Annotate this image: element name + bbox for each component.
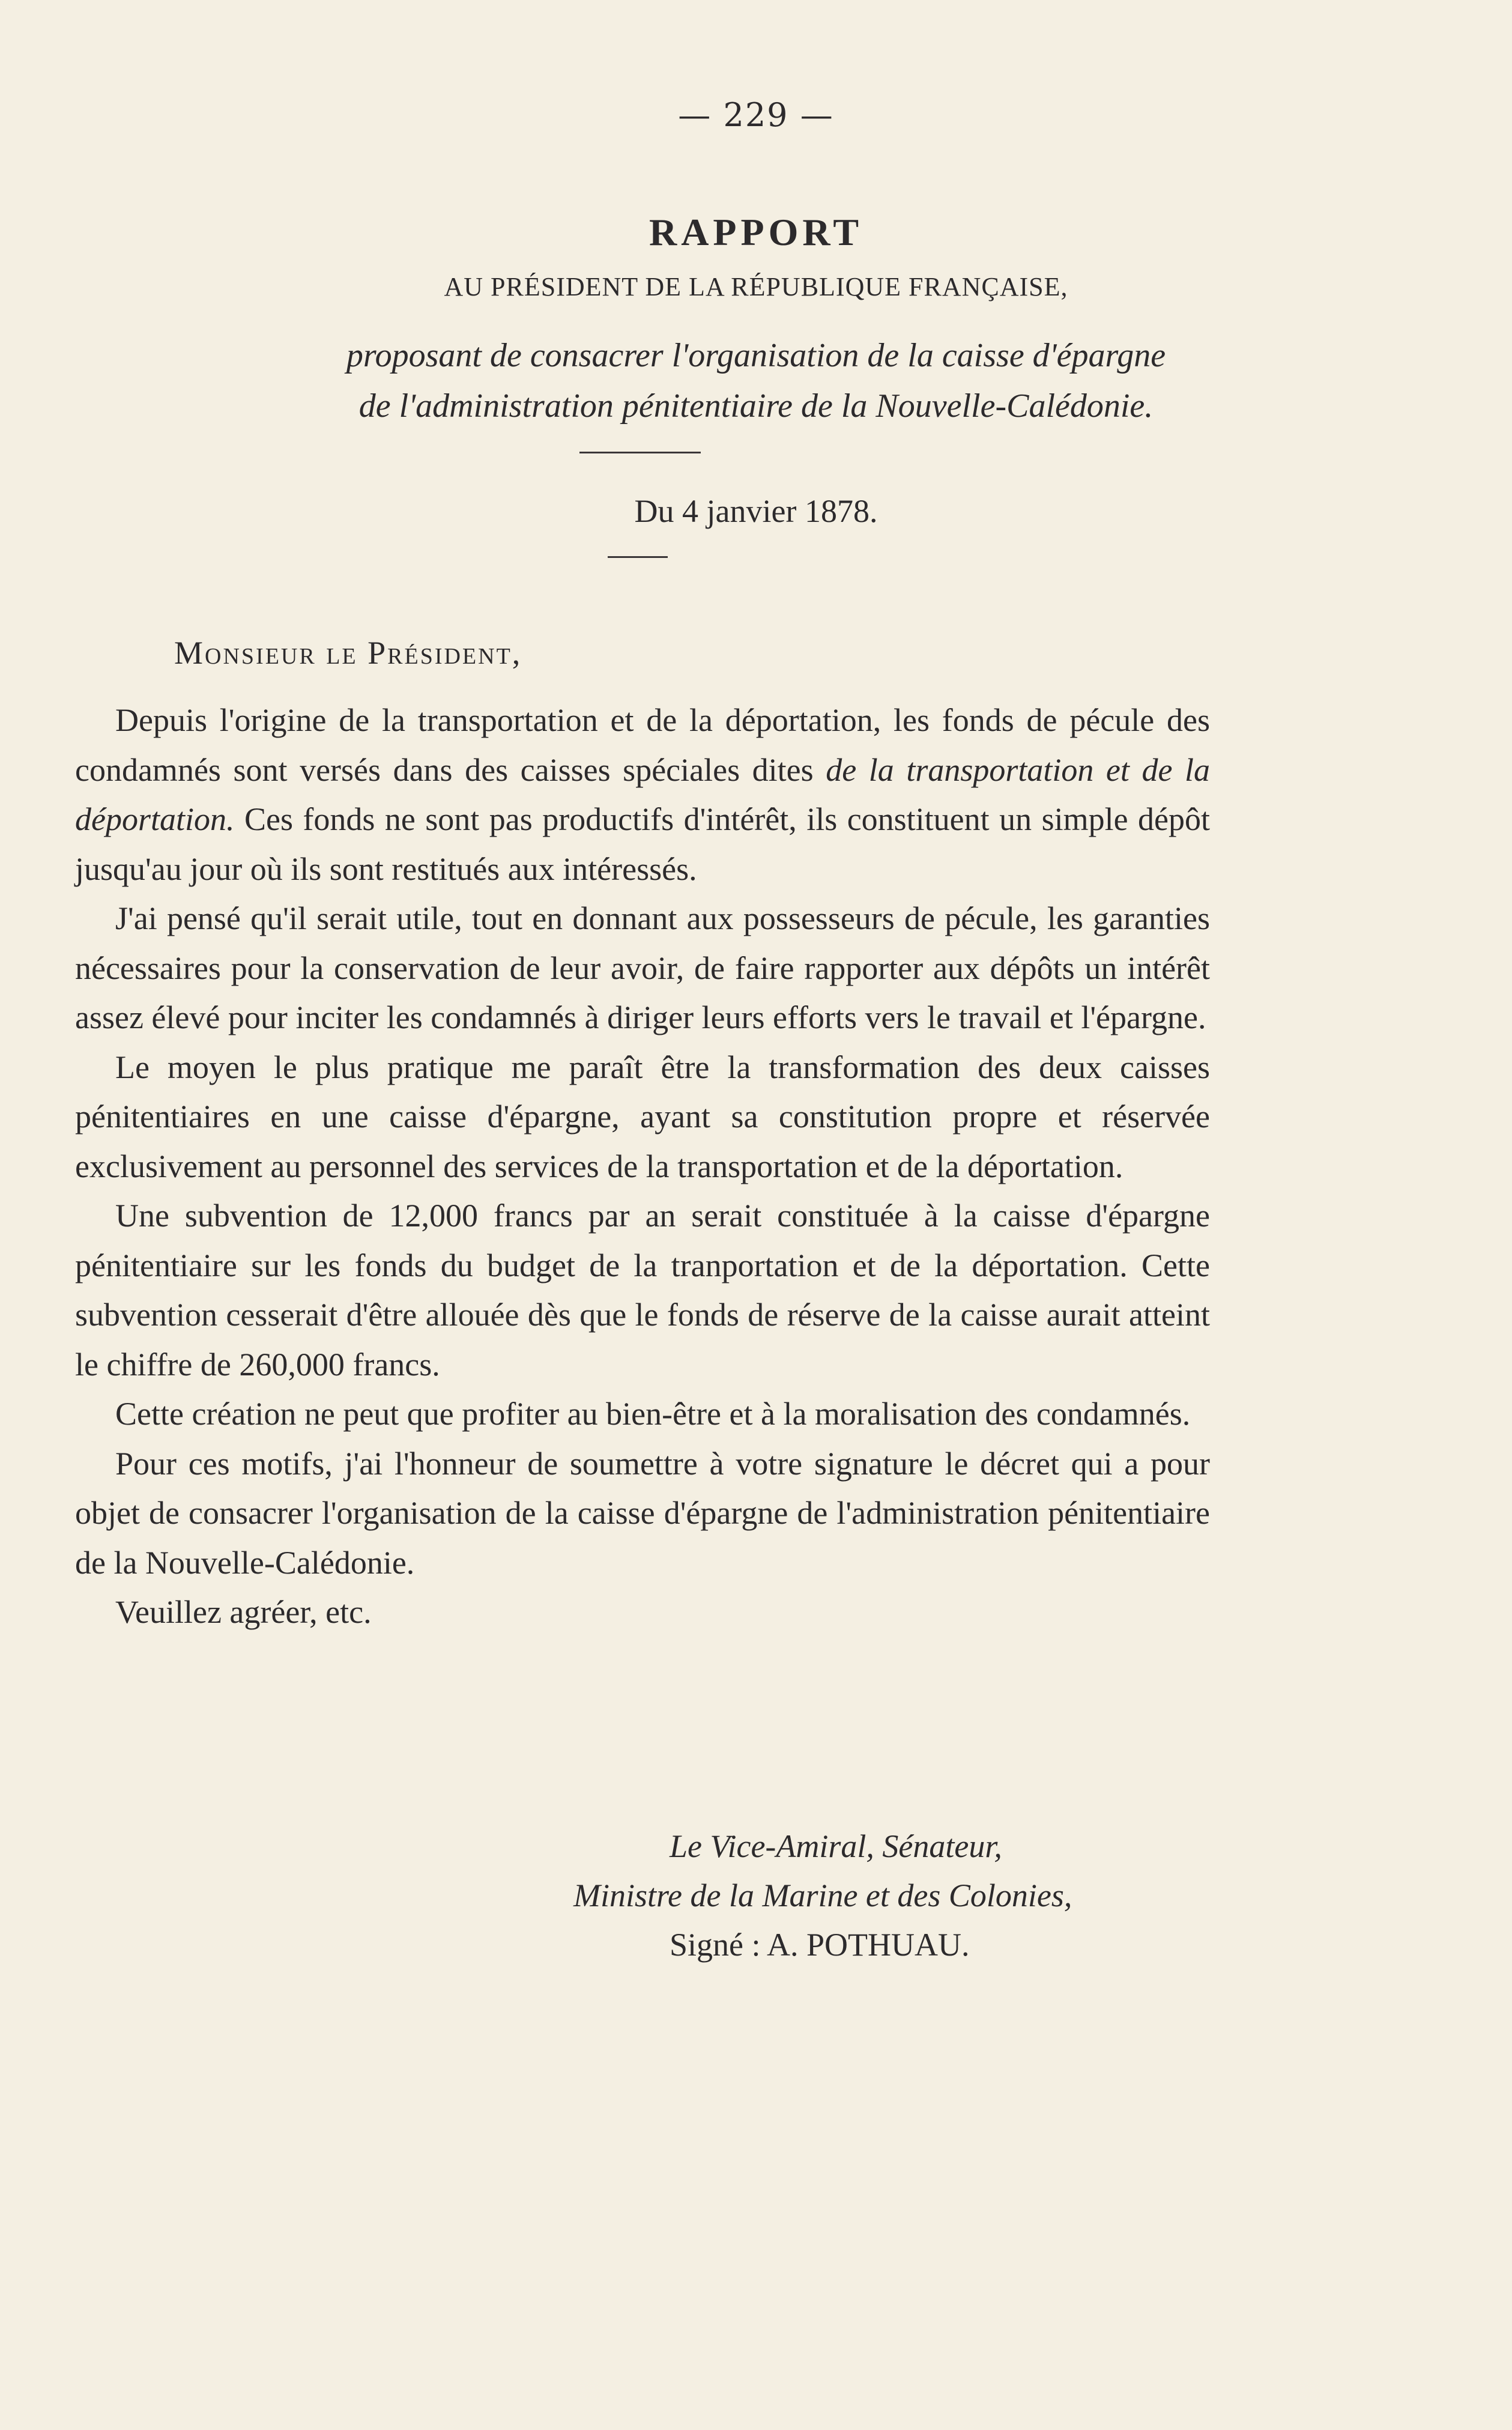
report-purpose [0,330,1512,431]
paragraph: Veuillez agréer, etc. [115,1594,372,1630]
separator-rule [579,452,701,453]
signatory-name: Signé : A. POTHUAU. [670,1927,970,1963]
paragraph [75,695,1210,894]
signatory-rank: Le Vice-Amiral, Sénateur, [670,1828,1002,1864]
page-number: — 229 — [678,96,834,134]
paragraph-text: Depuis l'origine de la transportation et de la déportation, les fonds de pécule des condamnés sont versés dans des caisses spéciales dites [75,702,1210,788]
purpose-line: de l'administration pénitentiaire de la Nouvelle-Calédonie. [358,387,1154,425]
separator-rule [608,556,668,558]
signatory-office: Ministre de la Marine et des Colonies, [573,1877,1072,1913]
salutation: Monsieur le Président, [174,635,522,671]
report-title: RAPPORT [649,211,863,253]
report-subtitle: AU PRÉSIDENT DE LA RÉPUBLIQUE FRANÇAISE, [444,272,1068,301]
report-body [75,695,1210,1637]
purpose-line: proposant de consacrer l'organisation de la caisse d'épargne [346,337,1166,374]
paragraph: Pour ces motifs, j'ai l'honneur de soumettre à votre signature le décret qui a pour objet de consacrer l'organisation de la caisse d'épargne de l'administration pénitentiaire de la Nouvelle-Calédonie. [75,1445,1210,1581]
signature-block [573,1822,1198,1969]
report-date: Du 4 janvier 1878. [634,493,878,529]
paragraph: Cette création ne peut que profiter au bien-être et à la moralisation des condamnés. [115,1396,1191,1432]
paragraph: Le moyen le plus pratique me paraît être la transformation des deux caisses pénitentiaires en une caisse d'épargne, ayant sa constitution propre et réservée exclusivement au personnel des services de la transportation et de la déportation. [75,1049,1210,1184]
paragraph-italic-text: de la transportation et de la déportation. [75,751,1211,837]
paragraph: Une subvention de 12,000 francs par an serait constituée à la caisse d'épargne pénitentiaire sur les fonds du budget de la tranportation et de la déportation. Cette subvention cesserait d'être allouée dès que le fonds de réserve de la caisse aurait atteint le chiffre de 260,000 francs. [75,1198,1210,1383]
paragraph-text: Ces fonds ne sont pas productifs d'intérêt, ils constituent un simple dépôt jusqu'au jour où ils sont restitués aux intéressés. [75,801,1210,887]
paragraph: J'ai pensé qu'il serait utile, tout en donnant aux possesseurs de pécule, les garanties nécessaires pour la conservation de leur avoir, de faire rapporter aux dépôts un intérêt assez élevé pour inciter les condamnés à diriger leurs efforts vers le travail et l'épargne. [75,900,1210,1035]
